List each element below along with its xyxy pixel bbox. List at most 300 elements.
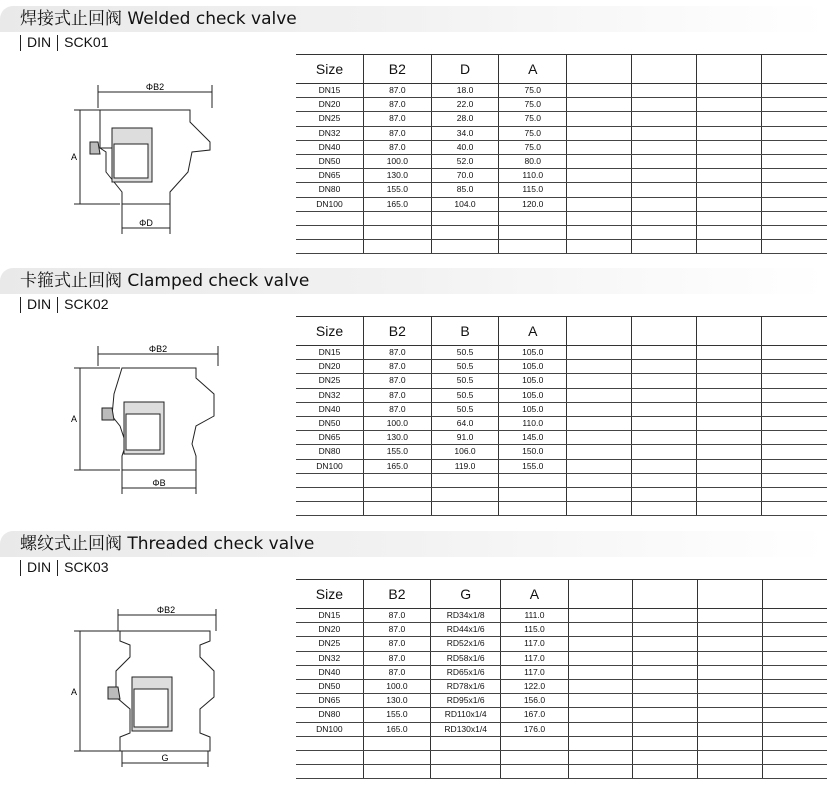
table-cell: 87.0: [363, 651, 430, 665]
standard-label: DIN: [27, 559, 52, 575]
valve-drawing: [60, 82, 220, 252]
table-cell: [499, 211, 567, 225]
table-cell: 105.0: [499, 388, 567, 402]
table-cell: 130.0: [363, 431, 431, 445]
table-cell: [431, 473, 499, 487]
table-cell: 122.0: [501, 679, 568, 693]
section-welded: [0, 6, 827, 264]
table-cell: [762, 487, 827, 501]
valve-drawing: [60, 607, 230, 767]
table-cell: [632, 84, 697, 98]
table-row: [296, 126, 827, 140]
table-cell: [567, 211, 632, 225]
column-header: [697, 317, 762, 346]
table-cell: [762, 445, 827, 459]
table-cell: DN50: [296, 679, 363, 693]
table-cell: [762, 346, 827, 360]
table-cell: [762, 765, 827, 779]
standard-label: DIN: [27, 296, 52, 312]
table-cell: [363, 502, 431, 516]
table-cell: RD130x1/4: [431, 722, 501, 736]
table-cell: [632, 346, 697, 360]
spec-table: [296, 579, 827, 779]
table-cell: [296, 487, 363, 501]
table-cell: [568, 736, 633, 750]
table-row: [296, 84, 827, 98]
table-cell: [697, 402, 762, 416]
table-cell: DN40: [296, 140, 363, 154]
table-row: [296, 708, 827, 722]
table-cell: 50.5: [431, 360, 499, 374]
section-subtitle: [20, 294, 108, 314]
table-row: [296, 665, 827, 679]
table-cell: [762, 750, 827, 764]
section-subtitle: [20, 557, 108, 577]
table-cell: 87.0: [363, 388, 431, 402]
table-cell: [762, 459, 827, 473]
table-cell: 167.0: [501, 708, 568, 722]
table-cell: [697, 487, 762, 501]
table-cell: DN100: [296, 459, 363, 473]
table-cell: [697, 445, 762, 459]
dim-label-top: ΦB2: [145, 82, 165, 92]
table-header-row: [296, 317, 827, 346]
table-cell: 105.0: [499, 402, 567, 416]
column-header: Size: [296, 580, 363, 609]
table-header-row: [296, 55, 827, 84]
table-cell: [697, 374, 762, 388]
table-cell: [499, 240, 567, 254]
table-cell: DN20: [296, 98, 363, 112]
table-cell: [697, 346, 762, 360]
table-row: [296, 609, 827, 623]
table-cell: [697, 98, 762, 112]
divider: [57, 560, 58, 576]
table-cell: 87.0: [363, 374, 431, 388]
table-cell: [568, 750, 633, 764]
table-row: [296, 98, 827, 112]
column-header: [698, 580, 763, 609]
column-header: [762, 55, 827, 84]
column-header: Size: [296, 317, 363, 346]
table-cell: 104.0: [431, 197, 499, 211]
table-cell: [431, 211, 499, 225]
table-cell: [762, 140, 827, 154]
table-cell: [762, 360, 827, 374]
table-cell: 105.0: [499, 374, 567, 388]
table-cell: [567, 169, 632, 183]
table-cell: 80.0: [499, 154, 567, 168]
table-cell: [501, 765, 568, 779]
table-cell: DN32: [296, 126, 363, 140]
table-cell: [762, 609, 827, 623]
table-cell: [567, 416, 632, 430]
table-cell: [431, 502, 499, 516]
table-cell: [697, 183, 762, 197]
table-cell: [363, 240, 431, 254]
table-row: [296, 637, 827, 651]
table-cell: 155.0: [363, 708, 430, 722]
table-cell: [568, 722, 633, 736]
table-cell: [632, 225, 697, 239]
table-row: [296, 502, 827, 516]
table-cell: [499, 225, 567, 239]
table-cell: [632, 183, 697, 197]
dim-label-side: A: [70, 152, 78, 162]
table-cell: [567, 360, 632, 374]
table-cell: [698, 609, 763, 623]
column-header: [697, 55, 762, 84]
table-cell: RD52x1/6: [431, 637, 501, 651]
table-cell: [762, 651, 827, 665]
table-cell: DN20: [296, 623, 363, 637]
table-cell: 105.0: [499, 360, 567, 374]
spec-table: [296, 316, 827, 516]
valve-drawing: [60, 344, 230, 504]
table-cell: 115.0: [499, 183, 567, 197]
table-row: [296, 346, 827, 360]
table-cell: [633, 765, 698, 779]
table-cell: 50.5: [431, 402, 499, 416]
table-cell: [632, 502, 697, 516]
table-cell: [363, 736, 430, 750]
table-cell: DN100: [296, 197, 363, 211]
table-cell: [697, 126, 762, 140]
table-cell: [697, 154, 762, 168]
table-cell: [762, 84, 827, 98]
table-cell: [632, 112, 697, 126]
table-cell: [567, 140, 632, 154]
spec-table: [296, 54, 827, 254]
table-cell: RD34x1/8: [431, 609, 501, 623]
section-title: 螺纹式止回阀 Threaded check valve: [20, 534, 315, 554]
table-row: [296, 445, 827, 459]
table-cell: [567, 183, 632, 197]
table-row: [296, 750, 827, 764]
table-row: [296, 459, 827, 473]
table-cell: [698, 623, 763, 637]
table-cell: 87.0: [363, 665, 430, 679]
table-cell: [633, 651, 698, 665]
table-cell: [567, 126, 632, 140]
table-cell: [567, 445, 632, 459]
table-cell: [762, 154, 827, 168]
table-cell: 87.0: [363, 140, 431, 154]
table-cell: [762, 722, 827, 736]
table-cell: [762, 416, 827, 430]
table-cell: [363, 473, 431, 487]
table-cell: 110.0: [499, 416, 567, 430]
table-cell: [697, 473, 762, 487]
table-cell: [568, 679, 633, 693]
table-cell: [762, 473, 827, 487]
table-cell: DN40: [296, 402, 363, 416]
table-cell: DN50: [296, 154, 363, 168]
table-cell: 75.0: [499, 84, 567, 98]
table-cell: [632, 197, 697, 211]
table-cell: [697, 459, 762, 473]
table-cell: [762, 374, 827, 388]
table-row: [296, 140, 827, 154]
table-cell: [363, 487, 431, 501]
table-cell: [633, 665, 698, 679]
table-cell: 119.0: [431, 459, 499, 473]
table-cell: [567, 487, 632, 501]
section-title: 卡箍式止回阀 Clamped check valve: [20, 271, 310, 291]
column-header: D: [431, 55, 499, 84]
table-cell: 87.0: [363, 112, 431, 126]
table-cell: [697, 360, 762, 374]
table-cell: 50.5: [431, 374, 499, 388]
table-cell: [567, 431, 632, 445]
table-cell: 155.0: [499, 459, 567, 473]
table-cell: [697, 211, 762, 225]
table-cell: [632, 416, 697, 430]
table-cell: DN80: [296, 708, 363, 722]
table-cell: 85.0: [431, 183, 499, 197]
table-cell: RD44x1/6: [431, 623, 501, 637]
table-cell: [697, 84, 762, 98]
table-cell: [499, 473, 567, 487]
table-cell: 34.0: [431, 126, 499, 140]
divider: [20, 297, 21, 313]
table-cell: [633, 609, 698, 623]
table-cell: [762, 736, 827, 750]
table-cell: 100.0: [363, 416, 431, 430]
table-cell: RD65x1/6: [431, 665, 501, 679]
table-cell: 75.0: [499, 98, 567, 112]
table-cell: 100.0: [363, 154, 431, 168]
table-row: [296, 694, 827, 708]
table-cell: 87.0: [363, 84, 431, 98]
table-cell: [698, 679, 763, 693]
table-cell: 117.0: [501, 651, 568, 665]
table-cell: 165.0: [363, 459, 431, 473]
table-cell: 70.0: [431, 169, 499, 183]
table-row: [296, 722, 827, 736]
table-cell: [296, 502, 363, 516]
table-cell: [632, 240, 697, 254]
column-header: [567, 317, 632, 346]
table-cell: [762, 126, 827, 140]
table-cell: [568, 651, 633, 665]
section-clamped: [0, 268, 827, 526]
table-row: [296, 360, 827, 374]
table-cell: [697, 169, 762, 183]
table-cell: 87.0: [363, 346, 431, 360]
column-header: [633, 580, 698, 609]
table-cell: [296, 736, 363, 750]
table-row: [296, 416, 827, 430]
column-header: B2: [363, 55, 431, 84]
table-cell: [762, 211, 827, 225]
table-row: [296, 388, 827, 402]
table-cell: DN80: [296, 183, 363, 197]
table-row: [296, 651, 827, 665]
table-cell: [431, 750, 501, 764]
table-cell: 100.0: [363, 679, 430, 693]
table-cell: [698, 651, 763, 665]
table-row: [296, 765, 827, 779]
dim-label-bottom: ΦD: [139, 218, 153, 228]
table-cell: [568, 637, 633, 651]
table-cell: DN32: [296, 651, 363, 665]
table-cell: 130.0: [363, 694, 430, 708]
table-cell: 156.0: [501, 694, 568, 708]
table-cell: DN25: [296, 637, 363, 651]
table-cell: [501, 750, 568, 764]
table-cell: [568, 609, 633, 623]
table-cell: [296, 225, 363, 239]
table-cell: 155.0: [363, 445, 431, 459]
table-cell: [632, 154, 697, 168]
code-label: SCK03: [64, 559, 109, 575]
table-cell: 40.0: [431, 140, 499, 154]
table-cell: [567, 459, 632, 473]
table-cell: [632, 388, 697, 402]
table-cell: [499, 487, 567, 501]
table-cell: [568, 623, 633, 637]
table-cell: [296, 211, 363, 225]
table-cell: 75.0: [499, 140, 567, 154]
table-cell: [567, 240, 632, 254]
table-cell: [568, 665, 633, 679]
table-cell: [431, 736, 501, 750]
table-cell: 110.0: [499, 169, 567, 183]
table-cell: [296, 473, 363, 487]
table-cell: [762, 694, 827, 708]
table-cell: [363, 750, 430, 764]
section-title: 焊接式止回阀 Welded check valve: [20, 9, 297, 29]
table-header-row: [296, 580, 827, 609]
table-cell: [762, 402, 827, 416]
table-cell: [633, 708, 698, 722]
dim-label-top: ΦB2: [156, 605, 176, 615]
table-cell: [762, 708, 827, 722]
table-cell: [697, 197, 762, 211]
table-cell: 87.0: [363, 126, 431, 140]
table-cell: 130.0: [363, 169, 431, 183]
table-cell: 87.0: [363, 402, 431, 416]
table-cell: 52.0: [431, 154, 499, 168]
table-cell: 50.5: [431, 388, 499, 402]
table-cell: DN15: [296, 609, 363, 623]
column-header: [632, 55, 697, 84]
column-header: A: [501, 580, 568, 609]
table-cell: [567, 84, 632, 98]
table-cell: [567, 98, 632, 112]
table-cell: [567, 502, 632, 516]
table-cell: [762, 637, 827, 651]
table-cell: [632, 98, 697, 112]
table-row: [296, 225, 827, 239]
column-header: [567, 55, 632, 84]
table-cell: 87.0: [363, 98, 431, 112]
table-cell: 155.0: [363, 183, 431, 197]
table-cell: [567, 374, 632, 388]
table-cell: [697, 502, 762, 516]
table-cell: [632, 126, 697, 140]
column-header: A: [499, 317, 567, 346]
table-cell: 22.0: [431, 98, 499, 112]
table-row: [296, 211, 827, 225]
table-cell: [762, 623, 827, 637]
table-cell: [632, 473, 697, 487]
table-cell: 106.0: [431, 445, 499, 459]
table-row: [296, 183, 827, 197]
table-cell: [698, 665, 763, 679]
table-cell: DN20: [296, 360, 363, 374]
table-row: [296, 374, 827, 388]
table-row: [296, 240, 827, 254]
table-cell: [698, 708, 763, 722]
table-cell: DN40: [296, 665, 363, 679]
table-cell: [632, 169, 697, 183]
table-cell: [296, 240, 363, 254]
table-cell: [762, 197, 827, 211]
table-cell: DN25: [296, 112, 363, 126]
table-cell: [762, 112, 827, 126]
table-cell: 165.0: [363, 722, 430, 736]
table-cell: DN15: [296, 84, 363, 98]
table-cell: [762, 98, 827, 112]
table-cell: [568, 694, 633, 708]
table-cell: [762, 225, 827, 239]
table-cell: 145.0: [499, 431, 567, 445]
table-row: [296, 402, 827, 416]
table-cell: 176.0: [501, 722, 568, 736]
table-cell: 50.5: [431, 346, 499, 360]
table-cell: RD58x1/6: [431, 651, 501, 665]
table-cell: 87.0: [363, 623, 430, 637]
table-cell: 105.0: [499, 346, 567, 360]
table-cell: DN65: [296, 431, 363, 445]
table-cell: 111.0: [501, 609, 568, 623]
column-header: [568, 580, 633, 609]
table-cell: [431, 240, 499, 254]
table-cell: DN15: [296, 346, 363, 360]
table-row: [296, 112, 827, 126]
column-header: G: [431, 580, 501, 609]
table-cell: RD110x1/4: [431, 708, 501, 722]
table-row: [296, 169, 827, 183]
table-cell: [697, 140, 762, 154]
table-cell: 87.0: [363, 637, 430, 651]
table-cell: 117.0: [501, 637, 568, 651]
table-cell: [431, 225, 499, 239]
table-cell: DN100: [296, 722, 363, 736]
table-cell: [632, 459, 697, 473]
table-cell: [633, 722, 698, 736]
table-cell: [363, 211, 431, 225]
table-cell: [568, 765, 633, 779]
table-cell: [431, 487, 499, 501]
table-cell: 165.0: [363, 197, 431, 211]
table-cell: [698, 765, 763, 779]
table-cell: [697, 112, 762, 126]
table-cell: [633, 736, 698, 750]
table-cell: [296, 750, 363, 764]
table-cell: [567, 402, 632, 416]
dim-label-top: ΦB2: [148, 344, 168, 354]
table-cell: [632, 445, 697, 459]
table-cell: 117.0: [501, 665, 568, 679]
column-header: B2: [363, 580, 430, 609]
table-cell: [633, 694, 698, 708]
column-header: B2: [363, 317, 431, 346]
table-cell: [697, 431, 762, 445]
dim-label-side: A: [70, 687, 78, 697]
